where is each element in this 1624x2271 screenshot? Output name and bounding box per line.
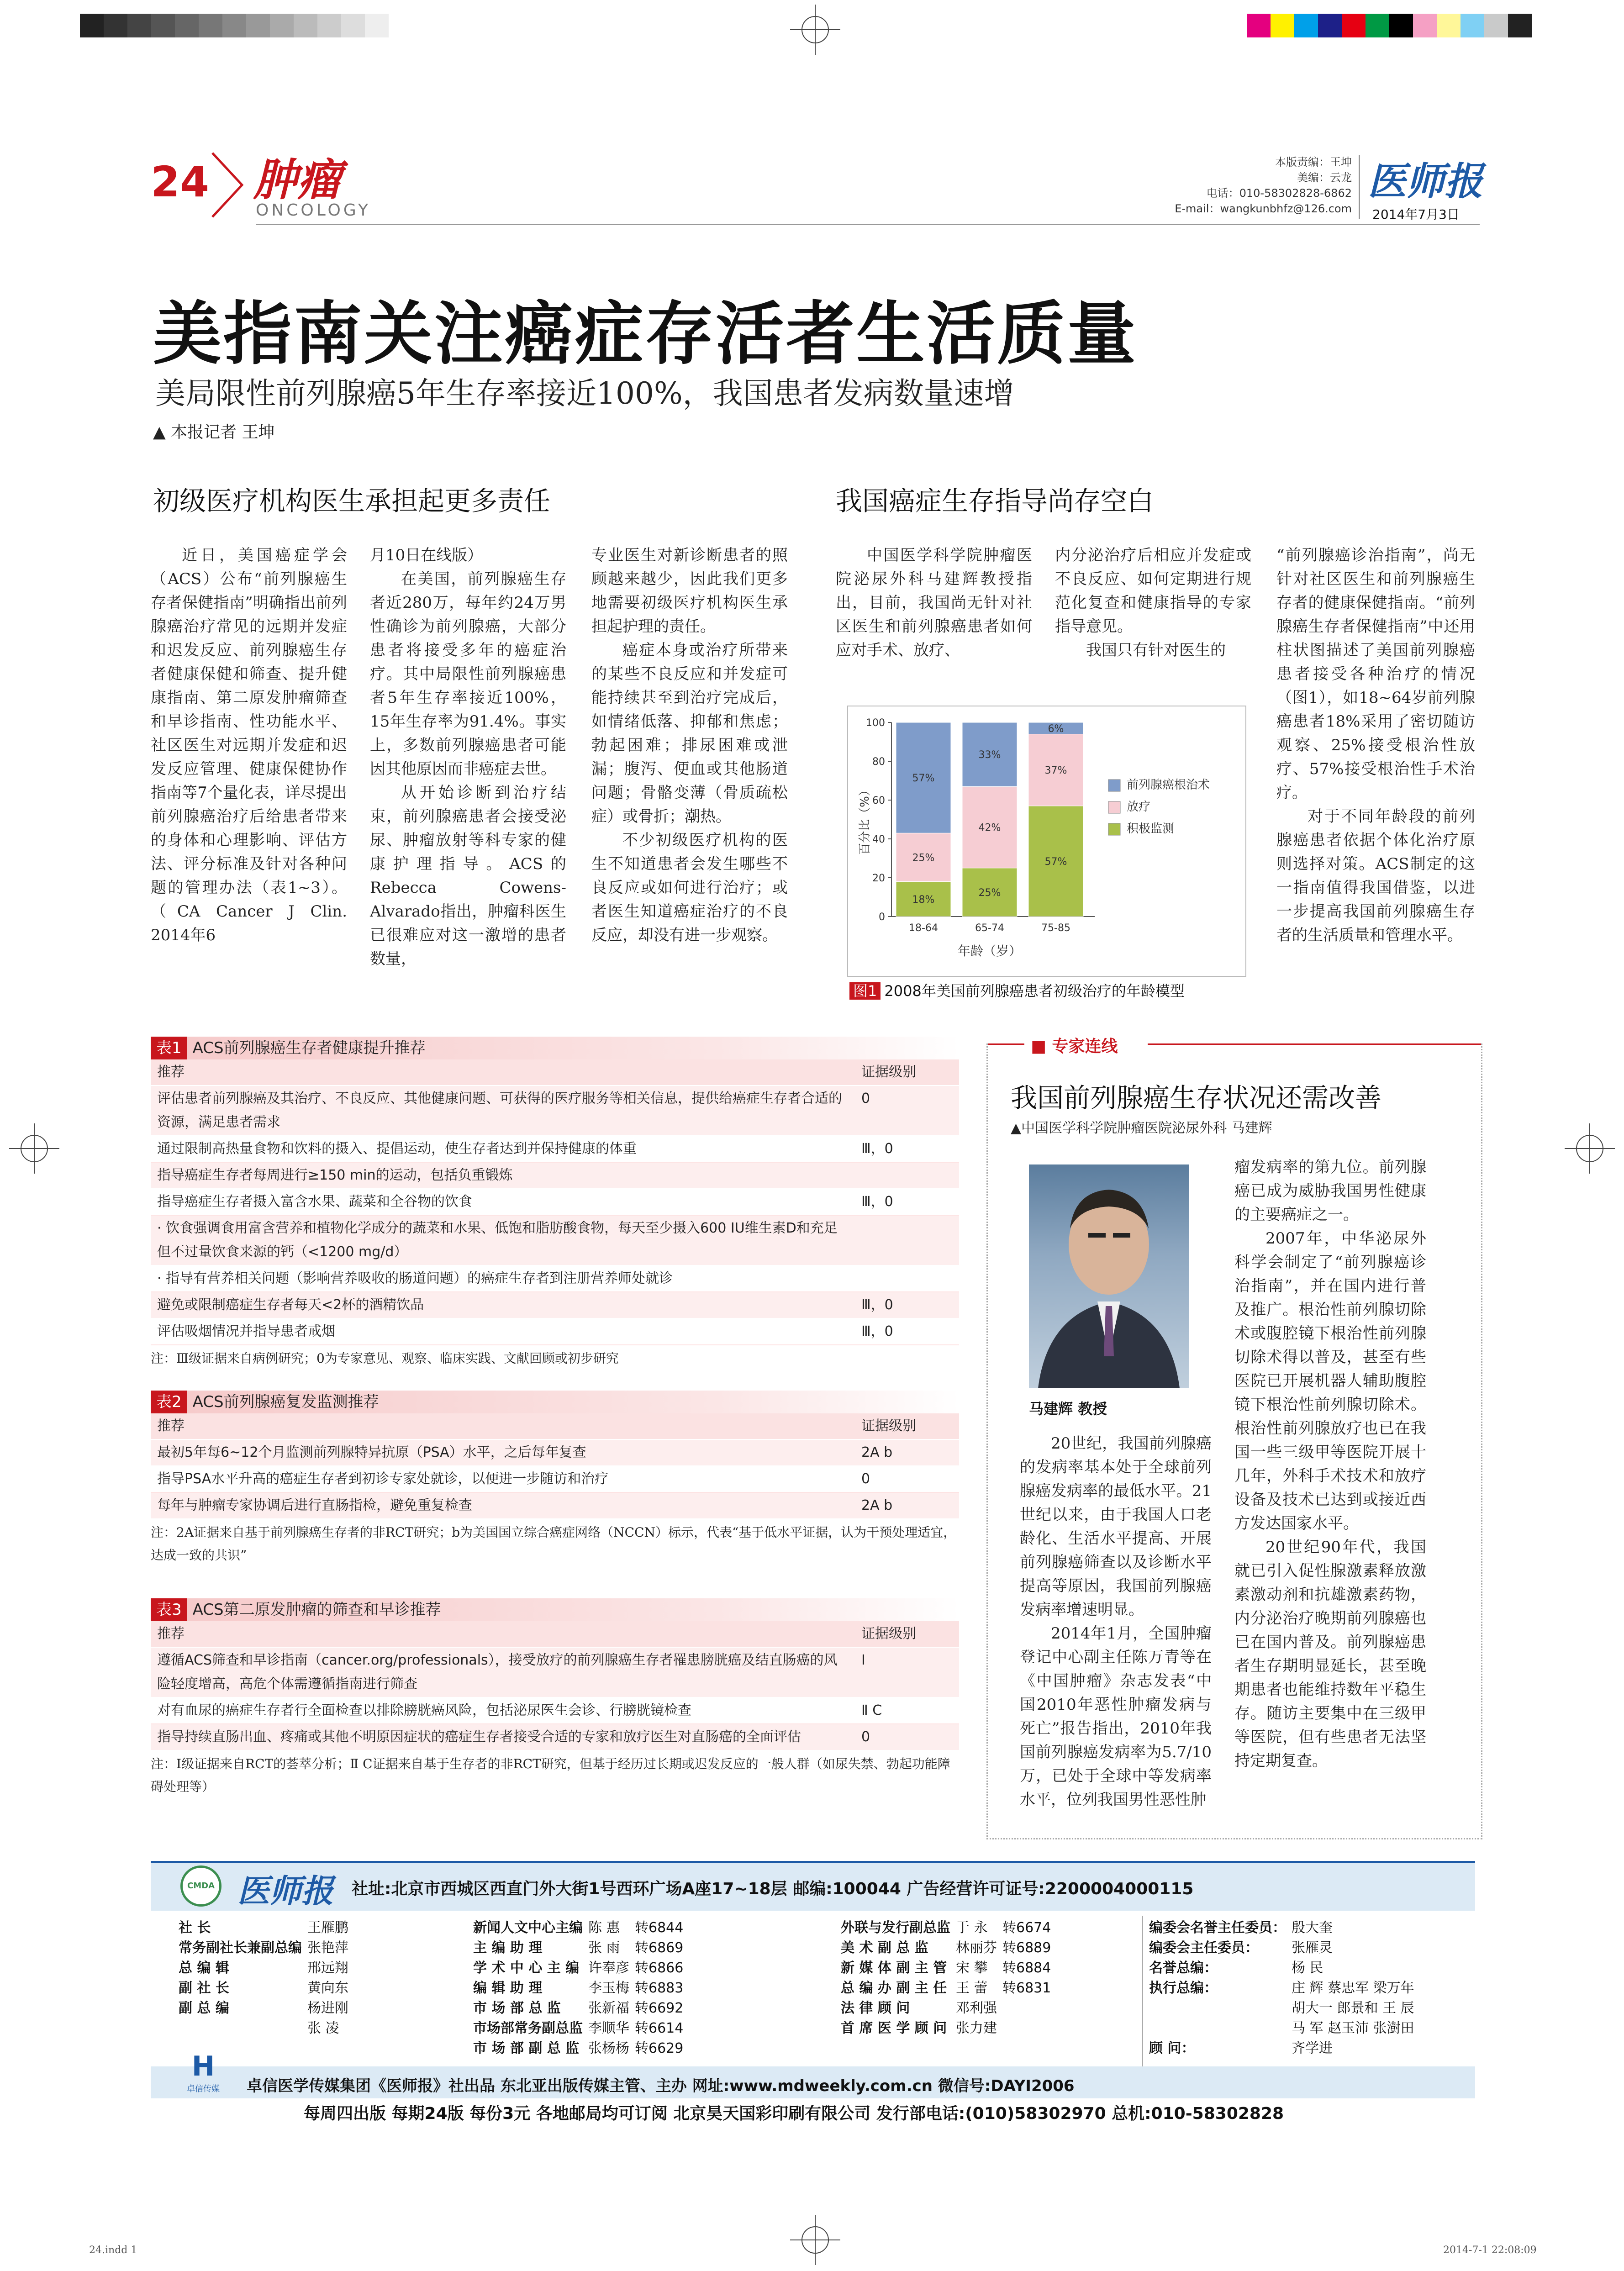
staff-cell: 副 社 长 [179,1980,229,1996]
staff-cell: 李顺华 [588,2020,629,2036]
expert-byline: ▲中国医学科学院肿瘤医院泌尿外科 马建辉 [1011,1120,1272,1136]
staff-cell: 转6614 [635,2020,684,2036]
table-row [151,1292,959,1318]
table3-body [151,1621,959,1751]
table-row [151,1215,959,1265]
header-rule [256,224,1480,225]
paragraph: 从开始诊断到治疗结束，前列腺癌患者会接受泌尿、肿瘤放射等科专家的健康护理指导。ACS的Rebecca Cowens-Alvarado指出，肿瘤科医生已很难应对这一激增的患者数量， [370,784,566,968]
phone: 电话：010-58302828-6862 [1206,187,1352,200]
staff-cell: 邢远翔 [307,1960,348,1976]
y-tick-label: 40 [872,834,885,845]
legend-label: 放疗 [1127,800,1151,814]
staff-cell: 于 永 [956,1920,988,1936]
expert-box [986,1037,1482,1839]
cell-rec: 遵循ACS筛查和早诊指南（cancer.org/professionals），接受放疗的前列腺癌生存者罹患膀胱癌及结直肠癌的风险轻度增高，高危个体需遵循指南进行筛查 [151,1647,855,1697]
section-english: ONCOLOGY [256,201,371,220]
staff-cell [1146,2018,1289,2039]
paragraph: 20世纪90年代，我国就已引入促性腺激素释放激素激动剂和抗雄激素药物，内分泌治疗晚期前列腺癌也已在国内普及。前列腺癌患者生存期明显延长，甚至晚期患者也能维持数年平稳生存。随访主要集中在三级甲等医院，但有些患者无法坚持定期复查。 [1234,1538,1426,1770]
editor-credit: 本版责编：王坤 [1275,156,1352,169]
staff-cell: 李玉梅 [588,1980,629,1996]
staff-cell: 庄 辉 蔡忠军 梁万年 [1292,1980,1414,1996]
paragraph: 内分泌治疗后相应并发症或不良反应、如何定期进行规范化复查和健康指导的专家指导意见。 [1055,546,1251,636]
byline: ▲ 本报记者 王坤 [153,423,275,442]
staff-cell: 首 席 医 学 顾 问 [841,2020,947,2036]
paragraph: 癌症本身或治疗所带来的某些不良反应和并发症可能持续甚至到治疗完成后，如情绪低落、抑郁和焦虑；勃起困难；排尿困难或泄漏；腹泻、便血或其他肠道问题；骨骼变薄（骨质疏松症）或骨折；潮热。 [591,641,788,826]
table-header-row [151,1621,959,1647]
paragraph: 2014年1月，全国肿瘤登记中心副主任陈万青等在《中国肿瘤》杂志发表“中国2010年恶性肿瘤发病与死亡”报告指出，2010年我国前列腺癌发病率为5.7/10万，已处于全球中等发病率水平，位列我国男性恶性肿 [1020,1624,1212,1809]
col-header-level: 证据级别 [855,1621,959,1647]
cell-level: Ⅲ，0 [855,1136,959,1162]
article-column-1 [151,543,347,947]
table1-body [151,1059,959,1345]
cell-rec: 指导PSA水平升高的癌症生存者到初诊专家处就诊，以便进一步随访和治疗 [151,1466,855,1492]
cell-level: 2A b [855,1439,959,1466]
staff-cell: 外联与发行副总监 [841,1920,950,1936]
expert-column-left [1020,1432,1212,1812]
staff-cell: 执行总编： [1149,1980,1218,1996]
cell-rec: · 饮食强调食用富含营养和植物化学成分的蔬菜和水果、低饱和脂肪酸食物，每天至少摄入600 IU维生素D和充足但不过量饮食来源的钙（<1200 mg/d） [151,1215,855,1265]
bar-data-label: 57% [912,773,935,785]
table-row [151,1162,959,1189]
staff-cell [1000,2018,1054,2039]
paragraph: 20世纪，我国前列腺癌的发病率基本处于全球前列腺癌发病率的最低水平。21世纪以来，由于我国人口老龄化、生活水平提高、开展前列腺癌筛查以及诊断水平提高等原因，我国前列腺癌发病率增速明显。 [1020,1434,1212,1619]
staff-cell: 市场部常务副总监 [473,2020,583,2036]
cell-rec: 指导癌症生存者摄入富含水果、蔬菜和全谷物的饮食 [151,1189,855,1215]
staff-col-1 [176,1918,351,2039]
table-row [151,1466,959,1492]
staff-cell: 张力建 [956,2020,997,2036]
article-column-4 [836,543,1032,662]
cell-level: 0 [855,1466,959,1492]
bar-data-label: 18% [912,894,935,906]
staff-cell: 宋 攀 [956,1960,988,1976]
staff-cell: 新 媒 体 副 主 管 [841,1960,947,1976]
bar-data-label: 25% [978,887,1001,899]
expert-column-right [1234,1155,1426,1773]
table-row [151,1647,959,1697]
registration-mark-right [1565,1123,1615,1174]
subheadline: 美局限性前列腺癌5年生存率接近100%，我国患者发病数量速增 [155,376,1014,411]
registration-mark-left [9,1123,59,1174]
registration-mark-top [790,5,840,55]
article-column-6 [1276,543,1475,947]
col-header-rec: 推荐 [151,1059,855,1085]
staff-cell: 转6884 [1002,1960,1051,1976]
staff-row [470,2018,686,2039]
portrait-icon [1029,1164,1189,1388]
staff-cell: 张杨杨 [588,2040,629,2056]
staff-row [176,1938,351,1958]
cell-level: Ⅲ，0 [855,1189,959,1215]
legend-label: 前列腺癌根治术 [1127,778,1210,792]
paragraph: 不少初级医疗机构的医生不知道患者会发生哪些不良反应或如何进行治疗；或者医生知道癌症治疗的不良反应，却没有进一步观察。 [591,831,788,944]
y-tick-label: 100 [866,717,885,729]
staff-row [470,2039,686,2059]
staff-cell: 转6883 [635,1980,684,1996]
staff-cell: 名誉总编： [1149,1960,1218,1976]
cell-level: Ⅲ，0 [855,1292,959,1318]
staff-row [470,1978,686,1998]
bar-data-label: 42% [978,822,1001,834]
table-header-row [151,1059,959,1085]
art-editor-credit: 美编：云龙 [1297,171,1352,184]
staff-cell: 胡大一 郎景和 王 辰 [1292,2000,1414,2016]
table3 [151,1598,959,1800]
article-column-3 [591,543,788,947]
table1 [151,1037,959,1372]
staff-row [838,1918,1054,1938]
staff-row [470,1998,686,2018]
staff-row [838,1978,1054,1998]
expert-top-rule [988,1043,1024,1045]
staff-row [470,1918,686,1938]
staff-cell: 杨 民 [1292,1960,1323,1976]
bar-data-label: 57% [1044,856,1067,868]
y-tick-label: 60 [872,795,885,806]
legend-swatch [1108,801,1120,813]
paragraph: 月10日在线版） [370,546,483,564]
paragraph: 专业医生对新诊断患者的照顾越来越少，因此我们更多地需要初级医疗机构医生承担起护理的责任。 [591,546,788,636]
staff-cell: 编委会主任委员： [1149,1940,1259,1956]
paragraph: 近日，美国癌症学会（ACS）公布“前列腺癌生存者保健指南”明确指出前列腺癌治疗常见的远期并发症和迟发反应、前列腺癌生存者健康保健和筛查、提升健康指南、第二原发肿瘤筛查和早诊指南、性功能水平、社区医生对远期并发症和迟发反应管理、健康保健协作指南等7个量化表，详尽提出前列腺癌治疗后给患者带来的身体和心理影响、评估方法、评分标准及针对各种问题的管理办法（表1~3）。（CA Cancer J Clin. 2014年6 [151,546,347,944]
cell-rec: 对有血尿的癌症生存者行全面检查以排除膀胱癌风险，包括泌尿医生会诊、行膀胱镜检查 [151,1697,855,1724]
table1-num: 表1 [151,1037,187,1059]
email: E-mail：wangkunbhfz@126.com [1175,202,1352,215]
paragraph: 我国只有针对医生的 [1086,641,1226,659]
publisher-line: 卓信医学传媒集团《医师报》社出品 东北亚出版传媒主管、主办 网址:www.mdweekly.com.cn 微信号:DAYI2006 [247,2077,1075,2095]
paragraph: 2007年，中华泌尿外科学会制定了“前列腺癌诊治指南”，并在国内进行普及推广。根治性前列腺切除术或腹腔镜下根治性前列腺切除术得以普及，甚至有些医院已开展机器人辅助腹腔镜下根治性前列腺切除术。根治性前列腺放疗也已在我国一些三级甲等医院开展十几年，外科手术技术和放疗设备及技术已达到或接近西方发达国家水平。 [1234,1229,1426,1533]
staff-cell: 张 凌 [307,2020,339,2036]
table2-note: 注：2A证据来自基于前列腺癌生存者的非RCT研究；b为美国国立综合癌症网络（NCCN）标示，代表“基于低水平证据，认为干预处理适宜，达成一致的共识” [151,1525,956,1563]
chart-caption-num: 图1 [849,982,881,1000]
paragraph: 中国医学科学院肿瘤医院泌尿外科马建辉教授指出，目前，我国尚无针对社区医生和前列腺癌患者如何应对手术、放疗、 [836,546,1032,659]
cell-rec: 最初5年每6~12个月监测前列腺特异抗原（PSA）水平，之后每年复查 [151,1439,855,1466]
table2-body [151,1413,959,1519]
staff-cell: 编委会名誉主任委员： [1149,1920,1286,1936]
staff-cell: 顾 问： [1149,2040,1195,2056]
staff-cell: 杨进刚 [307,2000,348,2016]
cell-level: Ⅰ [855,1647,959,1697]
staff-cell: 主 编 助 理 [473,1940,543,1956]
cell-level: Ⅱ C [855,1697,959,1724]
expert-title: 我国前列腺癌生存状况还需改善 [1011,1082,1382,1113]
section1-title: 初级医疗机构医生承担起更多责任 [153,485,551,516]
table1-note: 注：Ⅲ级证据来自病例研究；0为专家意见、观察、临床实践、文献回顾或初步研究 [151,1351,619,1366]
staff-col-2 [470,1918,686,2059]
staff-divider [1142,1916,1143,2066]
table-row [151,1085,959,1136]
chevron-divider-icon [208,151,249,219]
staff-row [176,1978,351,1998]
staff-cell: 张雁灵 [1292,1940,1333,1956]
table-row [151,1439,959,1466]
cell-rec: · 指导有营养相关问题（影响营养吸收的肠道问题）的癌症生存者到注册营养师处就诊 [151,1265,855,1292]
col-header-rec: 推荐 [151,1621,855,1647]
article-column-5 [1055,543,1251,662]
cell-rec: 评估吸烟情况并指导患者戒烟 [151,1318,855,1345]
staff-row [1146,1958,1417,1978]
expert-label-text: 专家连线 [1052,1037,1118,1056]
staff-cell: 黄向东 [307,1980,348,1996]
staff-row [838,1938,1054,1958]
header-vrule [1359,155,1360,219]
slug-right: 2014-7-1 22:08:09 [1443,2245,1537,2256]
cmda-logo-icon [180,1865,221,1907]
staff-row [838,2018,1054,2039]
x-tick-label: 75-85 [1041,922,1070,934]
cell-level: 0 [855,1085,959,1136]
table2-caption [151,1391,959,1413]
staff-cell: 美 术 副 总 监 [841,1940,928,1956]
photo-caption: 马建辉 教授 [1029,1400,1107,1417]
staff-row [470,1958,686,1978]
cell-rec: 指导持续直肠出血、疼痛或其他不明原因症状的癌症生存者接受合适的专家和放疗医生对直肠癌的全面评估 [151,1724,855,1750]
expert-photo [1029,1164,1189,1388]
section2-title: 我国癌症生存指导尚存空白 [836,485,1154,516]
x-tick-label: 65-74 [975,922,1004,934]
table2-title: ACS前列腺癌复发监测推荐 [192,1393,379,1411]
chart-frame [847,706,1246,977]
staff-cell: 殷大奎 [1292,1920,1333,1936]
publication-info: 每周四出版 每期24版 每份3元 各地邮局均可订阅 北京昊天国彩印刷有限公司 发行部电话:(010)58302970 总机:010-58302828 [304,2104,1284,2123]
staff-row [470,1938,686,1958]
staff-cell: 转6889 [1002,1940,1051,1956]
publisher-logo [178,2050,228,2094]
col-header-level: 证据级别 [855,1413,959,1439]
staff-row [1146,1918,1417,1938]
expert-label: ■ 专家连线 [1024,1033,1124,1057]
staff-row [1146,1978,1417,1998]
expert-top-rule-right [1148,1043,1481,1045]
staff-cell: 齐学进 [1292,2040,1333,2056]
staff-cell [1000,1998,1054,2018]
staff-cell: 市 场 部 总 监 [473,2000,561,2016]
table1-caption [151,1037,959,1059]
y-tick-label: 20 [872,873,885,884]
table-row [151,1136,959,1162]
x-axis-title: 年龄（岁） [957,943,1022,959]
cell-rec: 评估患者前列腺癌及其治疗、不良反应、其他健康问题、可获得的医疗服务等相关信息，提供给癌症生存者合适的资源，满足患者需求 [151,1085,855,1136]
headline: 美指南关注癌症存活者生活质量 [153,294,1138,374]
col-header-level: 证据级别 [855,1059,959,1085]
staff-row [176,1998,351,2018]
paragraph: 对于不同年龄段的前列腺癌患者依据个体化治疗原则选择对策。ACS制定的这一指南值得我国借鉴，以进一步提高我国前列腺癌生存者的生活质量和管理水平。 [1276,807,1475,944]
staff-cell [1146,1998,1289,2018]
table2 [151,1391,959,1569]
cell-rec: 指导癌症生存者每周进行≥150 min的运动，包括负重锻炼 [151,1162,855,1189]
bar-data-label: 6% [1048,723,1064,735]
bar-chart [848,706,1245,976]
section-title: 肿瘤 [253,154,341,205]
staff-row [1146,1938,1417,1958]
registration-mark-bottom [790,2215,840,2265]
cell-level [855,1215,959,1265]
staff-cell: 学 术 中 心 主 编 [473,1960,580,1976]
staff-cell: 转6674 [1002,1920,1051,1936]
table-row [151,1697,959,1724]
staff-cell: 副 总 编 [179,2000,229,2016]
legend-swatch [1108,823,1120,835]
cell-level [855,1265,959,1292]
cmyk-color-bar [1247,14,1532,37]
staff-cell: 总 编 办 副 主 任 [841,1980,947,1996]
staff-row [1146,2018,1417,2039]
staff-cell: 转6869 [635,1940,684,1956]
article-column-2 [370,543,566,971]
staff-cell: 转6844 [635,1920,684,1936]
staff-cell: 法 律 顾 问 [841,2000,910,2016]
cell-level: 0 [855,1724,959,1750]
paper-logo: 医师报 [1368,158,1483,204]
staff-cell: 王 蕾 [956,1980,988,1996]
grayscale-color-bar [80,14,389,37]
staff-cell: 张新福 [588,2000,629,2016]
staff-cell: 转6629 [635,2040,684,2056]
y-tick-label: 0 [879,912,885,923]
paragraph: 在美国，前列腺癌生存者近280万，每年约24万男性确诊为前列腺癌，大部分患者将接受多年的癌症治疗。其中局限性前列腺癌患者5年生存率接近100%，15年生存率为91.4%。事实上，多数前列腺癌患者可能因其他原因而非癌症去世。 [370,570,566,778]
y-axis-title: 百分比（%） [858,784,872,855]
table2-num: 表2 [151,1391,187,1413]
staff-cell: 林丽芬 [956,1940,997,1956]
table-row [151,1265,959,1292]
staff-cell: 许奉彦 [588,1960,629,1976]
cell-rec: 每年与肿瘤专家协调后进行直肠指检，避免重复检查 [151,1492,855,1519]
staff-cell: 马 军 赵玉沛 张澍田 [1292,2020,1414,2036]
slug-left: 24.indd 1 [89,2245,137,2256]
staff-row [176,1958,351,1978]
cell-rec: 避免或限制癌症生存者每天<2杯的酒精饮品 [151,1292,855,1318]
table3-note: 注：Ⅰ级证据来自RCT的荟萃分析；Ⅱ C证据来自基于生存者的非RCT研究，但基于经历过长期或迟发反应的一般人群（如尿失禁、勃起功能障碍处理等） [151,1756,950,1794]
staff-cell: 张 雨 [588,1940,620,1956]
staff-row [838,1958,1054,1978]
y-tick-label: 80 [872,756,885,768]
staff-cell: 转6831 [1002,1980,1051,1996]
paragraph: “前列腺癌诊治指南”，尚无针对社区医生和前列腺癌生存者的健康保健指南。“前列腺癌生存者保健指南”中还用柱状图描述了美国前列腺癌患者接受各种治疗的情况（图1），如18~64岁前列腺癌患者18%采用了密切随访观察、25%接受根治性放疗、57%接受根治性手术治疗。 [1276,546,1475,802]
staff-cell: 总 编 辑 [179,1960,229,1976]
staff-cell: 常务副社长兼副总编 [179,1940,302,1956]
chart-caption [849,980,1185,1001]
staff-row [838,1998,1054,2018]
staff-col-3 [838,1918,1054,2039]
table1-title: ACS前列腺癌生存者健康提升推荐 [192,1039,426,1057]
page-number: 24 [151,158,210,206]
table-header-row [151,1413,959,1439]
legend-swatch [1108,780,1120,791]
table3-title: ACS第二原发肿瘤的筛查和早诊推荐 [192,1601,441,1619]
table3-caption [151,1598,959,1621]
table3-num: 表3 [151,1598,187,1621]
col-header-rec: 推荐 [151,1413,855,1439]
cell-level: Ⅲ，0 [855,1318,959,1345]
paragraph: 瘤发病率的第九位。前列腺癌已成为威胁我国男性健康的主要癌症之一。 [1234,1158,1426,1224]
staff-cell: 张艳萍 [307,1940,348,1956]
staff-cell [176,2018,305,2039]
staff-row [176,1918,351,1938]
staff-cell: 新闻人文中心主编 [473,1920,583,1936]
bar-data-label: 37% [1044,765,1067,777]
staff-cell: 编 辑 助 理 [473,1980,543,1996]
cmda-logo-text: CMDA [187,1881,215,1891]
staff-cell: 王雁鹏 [307,1920,348,1936]
table-row [151,1189,959,1215]
staff-row [176,2018,351,2039]
staff-cell: 转6866 [635,1960,684,1976]
staff-col-4 [1146,1918,1417,2059]
staff-cell: 陈 惠 [588,1920,620,1936]
publisher-logo-text: 卓信传媒 [187,2084,220,2094]
footer-address: 社址:北京市西城区西直门外大街1号西环广场A座17~18层 邮编:100044 广告经营许可证号:2200004000115 [352,1880,1194,1898]
chart-caption-text: 2008年美国前列腺癌患者初级治疗的年龄模型 [884,982,1185,1000]
cell-rec: 通过限制高热量食物和饮料的摄入、提倡运动，使生存者达到并保持健康的体重 [151,1136,855,1162]
header-credits [1160,154,1352,216]
bar-data-label: 25% [912,852,935,864]
legend-label: 积极监测 [1127,822,1175,836]
issue-date: 2014年7月3日 [1372,207,1460,222]
cell-level [855,1162,959,1189]
staff-cell: 邓利强 [956,2000,997,2016]
cell-level: 2A b [855,1492,959,1519]
x-tick-label: 18-64 [909,922,938,934]
table-row [151,1492,959,1519]
staff-row [1146,2039,1417,2059]
staff-cell: 社 长 [179,1920,211,1936]
staff-row [1146,1998,1417,2018]
staff-cell: 市 场 部 副 总 监 [473,2040,580,2056]
table-row [151,1318,959,1345]
staff-cell: 转6692 [635,2000,684,2016]
footer-paper-logo: 医师报 [237,1872,333,1910]
publisher-logo-icon: H [191,2050,215,2082]
table-row [151,1724,959,1750]
bar-data-label: 33% [978,749,1001,761]
